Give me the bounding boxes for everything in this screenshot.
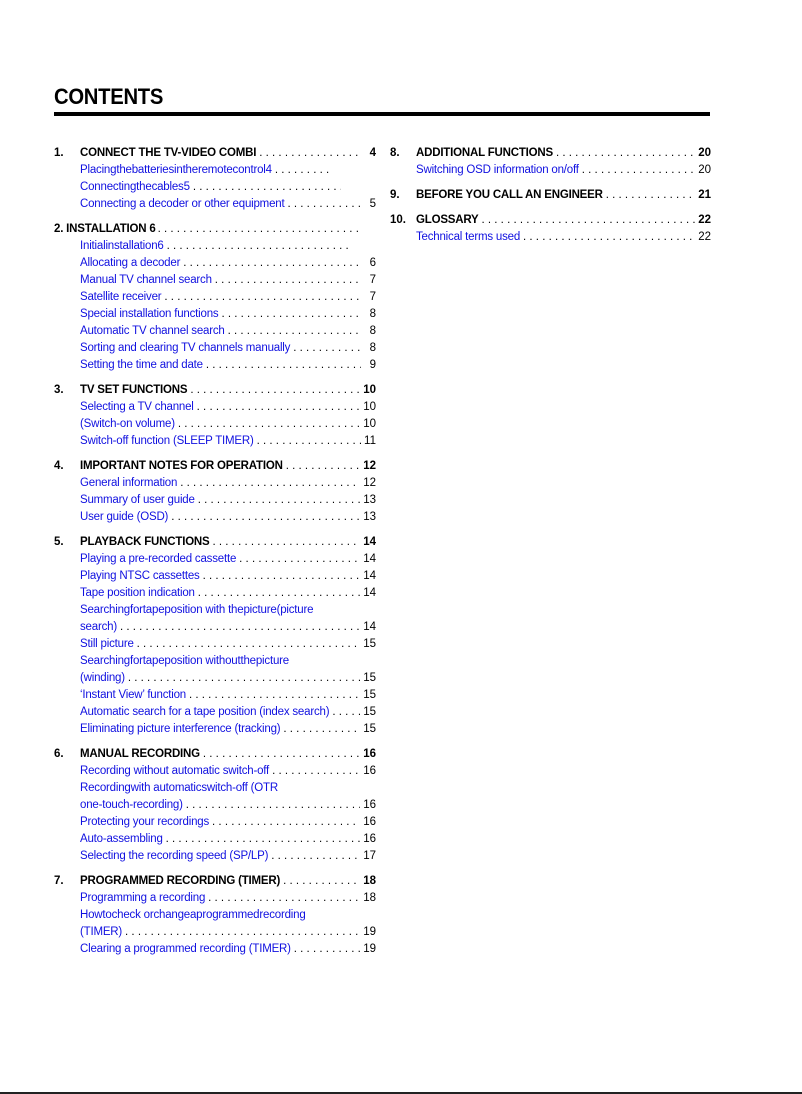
leader-dots <box>158 221 358 238</box>
leader-dots <box>171 509 360 526</box>
leader-dots <box>294 941 360 958</box>
entry-title[interactable]: (Switch-on volume) <box>80 418 175 430</box>
entry-title[interactable]: Clearing a programmed recording (TIMER) <box>80 943 291 955</box>
leader-dots <box>137 636 361 653</box>
page-number: 13 <box>363 511 376 523</box>
entry-title[interactable]: Programming a recording <box>80 892 206 904</box>
section-number: 10. <box>390 214 406 226</box>
leader-dots <box>283 721 360 738</box>
toc-section <box>54 145 376 213</box>
entry-title[interactable]: search) <box>80 621 117 633</box>
toc-entry[interactable] <box>54 687 376 704</box>
toc-entry[interactable] <box>54 848 376 865</box>
toc-section-heading[interactable] <box>390 187 711 204</box>
toc-entry[interactable] <box>54 399 376 416</box>
section-title: 2. INSTALLATION 6 <box>54 223 156 235</box>
leader-dots <box>186 797 360 814</box>
section-title: PLAYBACK FUNCTIONS <box>80 536 210 548</box>
leader-dots <box>257 433 361 450</box>
entry-title[interactable]: (TIMER) <box>80 926 123 938</box>
leader-dots <box>189 687 360 704</box>
toc-entry[interactable] <box>390 162 711 179</box>
toc-left-column <box>54 145 376 966</box>
toc-section <box>54 534 376 738</box>
toc-entry[interactable] <box>54 255 376 272</box>
section-title: TV SET FUNCTIONS <box>80 384 188 396</box>
leader-dots <box>212 814 360 831</box>
page-number: 19 <box>363 943 376 955</box>
page-number: 19 <box>363 926 376 938</box>
entry-title[interactable]: ‘Instant View’ function <box>80 689 186 701</box>
page-number: 14 <box>363 570 376 582</box>
toc-entry[interactable] <box>390 229 711 246</box>
page-number: 16 <box>363 799 376 811</box>
section-title: MANUAL RECORDING <box>80 748 200 760</box>
page-number: 15 <box>363 672 376 684</box>
toc-entry[interactable] <box>54 551 376 568</box>
leader-dots <box>556 145 695 162</box>
leader-dots <box>203 746 360 763</box>
entry-title[interactable]: Automatic TV channel search <box>80 325 225 337</box>
page-number: 17 <box>363 850 376 862</box>
toc-entry[interactable] <box>54 763 376 780</box>
section-title: CONNECT THE TV-VIDEO COMBI <box>80 147 257 159</box>
entry-title[interactable]: Still picture <box>80 638 134 650</box>
toc-entry[interactable] <box>54 196 376 213</box>
section-number: 4. <box>54 460 64 472</box>
section-title: PROGRAMMED RECORDING (TIMER) <box>80 875 281 887</box>
entry-title[interactable]: Eliminating picture interference (tracking) <box>80 723 281 735</box>
toc-section-heading[interactable] <box>390 145 711 162</box>
leader-dots <box>183 255 361 272</box>
entry-title[interactable]: Playing NTSC cassettes <box>80 570 200 582</box>
toc-entry[interactable] <box>54 636 376 653</box>
toc-entry[interactable] <box>54 797 376 814</box>
page-title: CONTENTS <box>54 84 164 109</box>
toc-section-heading[interactable] <box>54 221 376 238</box>
leader-dots <box>582 162 695 179</box>
toc-entry[interactable] <box>54 340 376 357</box>
page-number: 14 <box>363 587 376 599</box>
page-number: 4 <box>369 147 376 159</box>
section-number: 5. <box>54 536 64 548</box>
page-number: 16 <box>363 816 376 828</box>
page-number: 6 <box>369 257 376 269</box>
page-number: 20 <box>698 147 711 159</box>
section-number: 3. <box>54 384 64 396</box>
page-number: 12 <box>363 460 376 472</box>
entry-title[interactable]: Auto-assembling <box>80 833 163 845</box>
leader-dots <box>180 475 360 492</box>
leader-dots <box>215 272 361 289</box>
page-number: 14 <box>363 536 376 548</box>
entry-title[interactable]: Playing a pre-recorded cassette <box>80 553 237 565</box>
entry-title[interactable]: Technical terms used <box>416 231 521 243</box>
entry-title[interactable]: Allocating a decoder <box>80 257 181 269</box>
toc-entry[interactable] <box>54 814 376 831</box>
page-number: 16 <box>363 748 376 760</box>
leader-dots <box>198 585 360 602</box>
toc-section <box>54 746 376 865</box>
leader-dots <box>272 763 360 780</box>
toc-entry[interactable] <box>54 433 376 450</box>
toc-section <box>54 873 376 958</box>
entry-title[interactable]: one-touch-recording) <box>80 799 183 811</box>
toc-entry[interactable] <box>54 721 376 738</box>
section-number: 1. <box>54 147 64 159</box>
page-number: 10 <box>363 401 376 413</box>
entry-title[interactable]: Recording without automatic switch-off <box>80 765 270 777</box>
toc-entry[interactable] <box>54 272 376 289</box>
toc-entry[interactable] <box>54 619 376 636</box>
toc-entry[interactable] <box>54 323 376 340</box>
section-title: ADDITIONAL FUNCTIONS <box>416 147 553 159</box>
leader-dots <box>293 340 361 357</box>
entry-title[interactable]: Automatic search for a tape position (index search) <box>80 706 330 718</box>
leader-dots <box>125 924 360 941</box>
leader-dots <box>287 196 361 213</box>
entry-title[interactable]: Selecting the recording speed (SP/LP) <box>80 850 269 862</box>
toc-section <box>390 212 711 246</box>
toc-entry-line[interactable]: Searchingfortapeposition with thepicture(picture <box>80 604 314 616</box>
page-number: 16 <box>363 765 376 777</box>
section-title: IMPORTANT NOTES FOR OPERATION <box>80 460 283 472</box>
entry-title[interactable]: Initialinstallation6 <box>80 240 164 252</box>
toc-entry[interactable] <box>54 831 376 848</box>
leader-dots <box>482 212 696 229</box>
section-number: 8. <box>390 147 400 159</box>
toc-entry[interactable] <box>54 416 376 433</box>
leader-dots <box>190 382 360 399</box>
toc-entry[interactable] <box>54 289 376 306</box>
page-number: 22 <box>698 231 711 243</box>
leader-dots <box>128 670 360 687</box>
leader-dots <box>197 399 361 416</box>
entry-title[interactable]: Summary of user guide <box>80 494 195 506</box>
page-number: 8 <box>369 325 376 337</box>
toc-entry[interactable] <box>54 306 376 323</box>
entry-title[interactable]: Tape position indication <box>80 587 195 599</box>
entry-title[interactable]: Connectingthecables5 <box>80 181 190 193</box>
leader-dots <box>206 357 361 374</box>
entry-title[interactable]: Placingthebatteriesintheremotecontrol4 <box>80 164 272 176</box>
entry-title[interactable]: Connecting a decoder or other equipment <box>80 198 285 210</box>
leader-dots <box>523 229 695 246</box>
page-number: 7 <box>369 274 376 286</box>
entry-title[interactable]: Protecting your recordings <box>80 816 210 828</box>
toc-section-heading[interactable] <box>390 212 711 229</box>
page-number: 11 <box>364 435 376 447</box>
leader-dots <box>167 238 349 255</box>
leader-dots <box>275 162 333 179</box>
page-number: 8 <box>369 308 376 320</box>
section-number: 6. <box>54 748 64 760</box>
leader-dots <box>203 568 361 585</box>
entry-title[interactable]: Manual TV channel search <box>80 274 212 286</box>
entry-title[interactable]: Special installation functions <box>80 308 219 320</box>
page-number: 15 <box>363 706 376 718</box>
toc-entry[interactable] <box>54 890 376 907</box>
leader-dots <box>213 534 361 551</box>
leader-dots <box>166 831 361 848</box>
toc-section-heading[interactable] <box>54 746 376 763</box>
leader-dots <box>271 848 360 865</box>
entry-title[interactable]: (winding) <box>80 672 125 684</box>
page-number: 15 <box>363 689 376 701</box>
toc-entry-line[interactable]: Recordingwith automaticswitch-off (OTR <box>80 782 278 794</box>
leader-dots <box>332 704 360 721</box>
page-number: 16 <box>363 833 376 845</box>
page-number: 18 <box>363 892 376 904</box>
toc-section <box>54 382 376 450</box>
toc-section-heading[interactable] <box>54 458 376 475</box>
page-number: 5 <box>369 198 376 210</box>
section-number: 7. <box>54 875 64 887</box>
page-number: 15 <box>363 723 376 735</box>
toc-entry[interactable] <box>54 670 376 687</box>
toc-entry[interactable] <box>54 475 376 492</box>
toc-entry[interactable] <box>54 941 376 958</box>
page-number: 13 <box>363 494 376 506</box>
entry-title[interactable]: Satellite receiver <box>80 291 162 303</box>
toc-entry[interactable] <box>54 509 376 526</box>
page-number: 7 <box>369 291 376 303</box>
entry-title[interactable]: Setting the time and date <box>80 359 203 371</box>
toc-entry[interactable] <box>54 492 376 509</box>
toc-section <box>54 221 376 374</box>
toc-entry-line[interactable]: Howtocheck orchangeaprogrammedrecording <box>80 909 306 921</box>
toc-entry[interactable] <box>54 357 376 374</box>
leader-dots <box>286 458 361 475</box>
toc-entry[interactable] <box>54 568 376 585</box>
leader-dots <box>283 873 360 890</box>
page-number: 21 <box>698 189 711 201</box>
page-number: 10 <box>363 418 376 430</box>
leader-dots <box>221 306 361 323</box>
leader-dots <box>208 890 360 907</box>
leader-dots <box>193 179 341 196</box>
toc-entry[interactable] <box>54 238 376 255</box>
entry-title[interactable]: General information <box>80 477 178 489</box>
leader-dots <box>164 289 361 306</box>
toc-section <box>54 458 376 526</box>
page-number: 14 <box>363 621 376 633</box>
section-title: GLOSSARY <box>416 214 479 226</box>
page-number: 12 <box>363 477 376 489</box>
page-number: 15 <box>363 638 376 650</box>
toc-section-heading[interactable] <box>54 145 376 162</box>
entry-title[interactable]: Switch-off function (SLEEP TIMER) <box>80 435 254 447</box>
entry-title[interactable]: User guide (OSD) <box>80 511 169 523</box>
section-number: 9. <box>390 189 400 201</box>
toc-entry[interactable] <box>54 162 376 179</box>
toc-entry[interactable] <box>54 179 376 196</box>
entry-title[interactable]: Sorting and clearing TV channels manually <box>80 342 291 354</box>
leader-dots <box>239 551 360 568</box>
toc-entry[interactable] <box>54 704 376 721</box>
page-number: 18 <box>363 875 376 887</box>
toc-entry-line[interactable]: Searchingfortapeposition withoutthepicture <box>80 655 289 667</box>
page-number: 20 <box>698 164 711 176</box>
leader-dots <box>228 323 361 340</box>
page-number: 9 <box>369 359 376 371</box>
toc-section-heading[interactable] <box>54 873 376 890</box>
page-number: 10 <box>363 384 376 396</box>
page-number: 8 <box>369 342 376 354</box>
page-number: 14 <box>363 553 376 565</box>
entry-title[interactable]: Selecting a TV channel <box>80 401 194 413</box>
toc-entry[interactable] <box>54 924 376 941</box>
page-number: 22 <box>698 214 711 226</box>
leader-dots <box>606 187 695 204</box>
toc-section-heading[interactable] <box>54 382 376 399</box>
toc-section <box>390 187 711 204</box>
entry-title[interactable]: Switching OSD information on/off <box>416 164 579 176</box>
toc-section <box>390 145 711 179</box>
toc-entry[interactable] <box>54 585 376 602</box>
leader-dots <box>259 145 361 162</box>
title-rule <box>54 112 710 116</box>
leader-dots <box>120 619 360 636</box>
leader-dots <box>198 492 361 509</box>
leader-dots <box>178 416 360 433</box>
toc-section-heading[interactable] <box>54 534 376 551</box>
toc-right-column <box>390 145 711 254</box>
section-title: BEFORE YOU CALL AN ENGINEER <box>416 189 603 201</box>
